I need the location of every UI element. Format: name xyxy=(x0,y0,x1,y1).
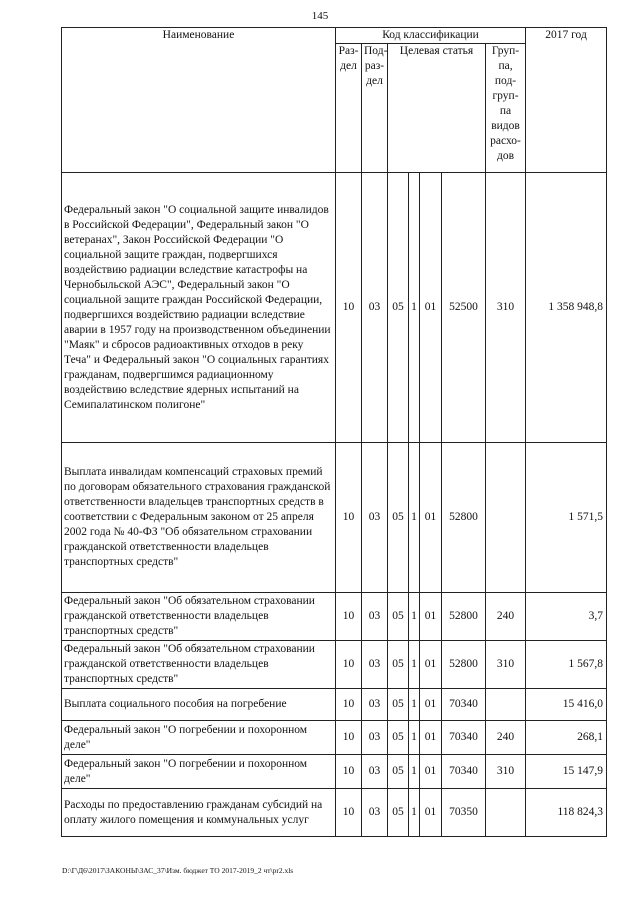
row-name: Федеральный закон "О социальной защите инвалидов в Российской Федерации", Федеральный закон "О ветеранах", Закон Российской Федерации "О социальной защите граждан, подвергшихся воздействию радиации вследствие катастрофы на Чернобыльской АЭС", Федеральный закон "О социальной защите граждан Российской Федерации, подвергшихся воздействию радиации вследствие аварии в 1957 году на производственном объединении "Маяк" и сбросов радиоактивных отходов в реку Теча" и Федеральный закон "О социальных гарантиях гражданам, подвергшимся радиационному воздействию вследствие ядерных испытаний на Семипалатинском полигоне" xyxy=(62,173,336,443)
header-section: Раз-дел xyxy=(336,44,362,173)
row-section: 10 xyxy=(336,173,362,443)
row-target-4: 52800 xyxy=(442,641,486,689)
row-target-4: 52800 xyxy=(442,443,486,593)
header-name: Наименование xyxy=(62,28,336,173)
row-target-3: 01 xyxy=(420,173,442,443)
row-target-2: 1 xyxy=(409,593,420,641)
row-amount: 1 571,5 xyxy=(526,443,607,593)
header-target-item: Целевая статья xyxy=(388,44,486,173)
row-name: Федеральный закон "Об обязательном страховании гражданской ответственности владельцев транспортных средств" xyxy=(62,593,336,641)
row-subsection: 03 xyxy=(362,173,388,443)
row-target-4: 70340 xyxy=(442,721,486,755)
row-name: Расходы по предоставлению гражданам субсидий на оплату жилого помещения и коммунальных услуг xyxy=(62,789,336,837)
table-row xyxy=(62,689,607,721)
row-target-3: 01 xyxy=(420,755,442,789)
row-target-3: 01 xyxy=(420,641,442,689)
row-subsection: 03 xyxy=(362,789,388,837)
table-row xyxy=(62,641,607,689)
table-row xyxy=(62,593,607,641)
header-expense-group: Груп-па, под-груп-па видов расхо-дов xyxy=(486,44,526,173)
row-amount: 1 358 948,8 xyxy=(526,173,607,443)
row-target-2: 1 xyxy=(409,755,420,789)
row-target-1: 05 xyxy=(388,443,409,593)
row-subsection: 03 xyxy=(362,443,388,593)
row-section: 10 xyxy=(336,689,362,721)
row-subsection: 03 xyxy=(362,641,388,689)
row-target-1: 05 xyxy=(388,789,409,837)
row-group xyxy=(486,689,526,721)
row-amount: 1 567,8 xyxy=(526,641,607,689)
row-target-4: 52800 xyxy=(442,593,486,641)
row-group xyxy=(486,789,526,837)
row-subsection: 03 xyxy=(362,689,388,721)
row-amount: 268,1 xyxy=(526,721,607,755)
row-target-1: 05 xyxy=(388,721,409,755)
row-target-4: 70340 xyxy=(442,755,486,789)
row-group: 240 xyxy=(486,721,526,755)
row-amount: 15 147,9 xyxy=(526,755,607,789)
row-subsection: 03 xyxy=(362,755,388,789)
row-group: 310 xyxy=(486,641,526,689)
row-target-4: 52500 xyxy=(442,173,486,443)
row-amount: 3,7 xyxy=(526,593,607,641)
row-target-2: 1 xyxy=(409,789,420,837)
row-target-1: 05 xyxy=(388,755,409,789)
row-section: 10 xyxy=(336,593,362,641)
file-path-footer: D:\Г\Д6\2017\ЗАКОНЫ\ЗАС_37\Изм. бюджет ТО 2017-2019_2 чт\pr2.xls xyxy=(62,866,294,875)
table-row xyxy=(62,789,607,837)
row-target-2: 1 xyxy=(409,721,420,755)
header-subsection: Под-раз-дел xyxy=(362,44,388,173)
row-name: Федеральный закон "О погребении и похоронном деле" xyxy=(62,755,336,789)
row-target-3: 01 xyxy=(420,593,442,641)
row-target-3: 01 xyxy=(420,443,442,593)
row-subsection: 03 xyxy=(362,593,388,641)
row-section: 10 xyxy=(336,443,362,593)
header-code-group: Код классификации xyxy=(336,28,526,44)
table-row xyxy=(62,173,607,443)
row-section: 10 xyxy=(336,721,362,755)
table-row xyxy=(62,721,607,755)
row-section: 10 xyxy=(336,755,362,789)
header-year: 2017 год xyxy=(526,28,607,173)
row-target-2: 1 xyxy=(409,443,420,593)
row-target-3: 01 xyxy=(420,689,442,721)
row-name: Выплата социального пособия на погребение xyxy=(62,689,336,721)
row-name: Федеральный закон "Об обязательном страховании гражданской ответственности владельцев транспортных средств" xyxy=(62,641,336,689)
budget-table xyxy=(61,27,607,837)
row-name: Выплата инвалидам компенсаций страховых премий по договорам обязательного страхования гражданской ответственности владельцев транспортных средств в соответствии с Федеральным законом от 25 апреля 2002 года № 40-ФЗ "Об обязательном страховании гражданской ответственности владельцев транспортных средств" xyxy=(62,443,336,593)
row-group xyxy=(486,443,526,593)
row-subsection: 03 xyxy=(362,721,388,755)
row-target-1: 05 xyxy=(388,641,409,689)
row-group: 310 xyxy=(486,755,526,789)
row-target-2: 1 xyxy=(409,173,420,443)
row-target-1: 05 xyxy=(388,593,409,641)
row-target-2: 1 xyxy=(409,641,420,689)
row-target-3: 01 xyxy=(420,721,442,755)
row-target-1: 05 xyxy=(388,689,409,721)
row-group: 240 xyxy=(486,593,526,641)
row-target-4: 70350 xyxy=(442,789,486,837)
row-target-3: 01 xyxy=(420,789,442,837)
row-section: 10 xyxy=(336,789,362,837)
row-group: 310 xyxy=(486,173,526,443)
row-target-2: 1 xyxy=(409,689,420,721)
row-amount: 15 416,0 xyxy=(526,689,607,721)
row-target-1: 05 xyxy=(388,173,409,443)
page-number: 145 xyxy=(311,10,329,22)
row-name: Федеральный закон "О погребении и похоронном деле" xyxy=(62,721,336,755)
table-row xyxy=(62,755,607,789)
table-row xyxy=(62,443,607,593)
row-amount: 118 824,3 xyxy=(526,789,607,837)
row-target-4: 70340 xyxy=(442,689,486,721)
row-section: 10 xyxy=(336,641,362,689)
